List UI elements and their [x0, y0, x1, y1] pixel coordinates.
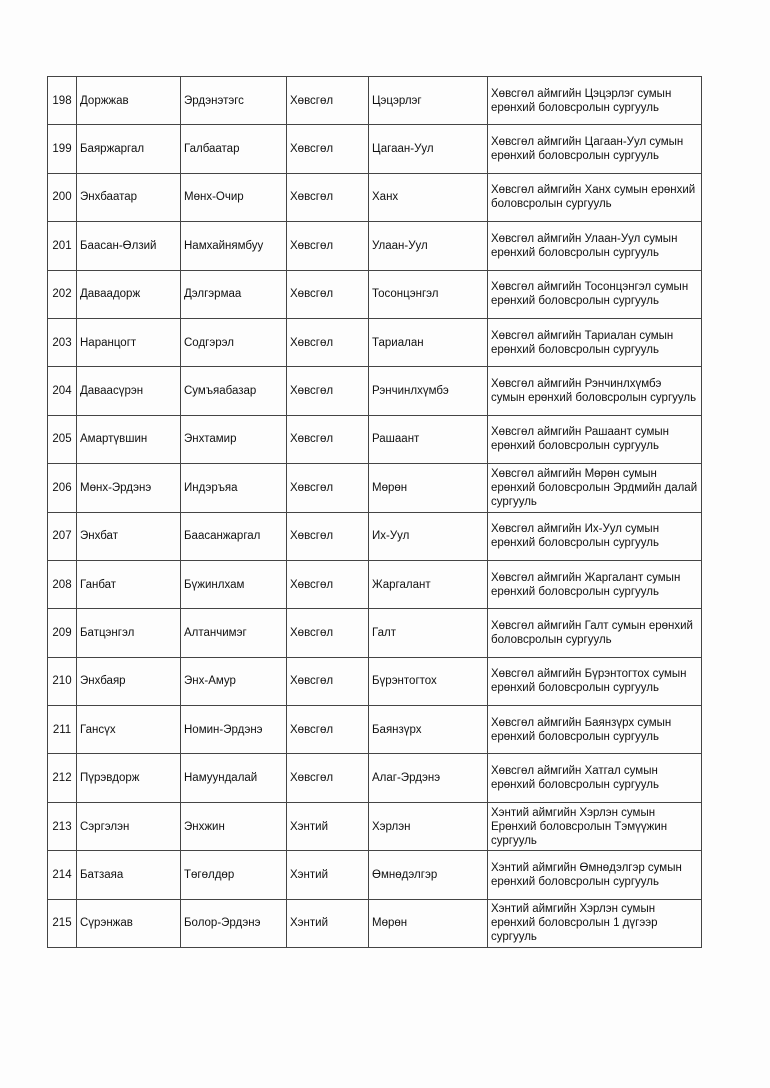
aimag-cell: Хөвсгөл [287, 125, 369, 173]
row-number-cell: 207 [48, 512, 77, 560]
school-cell: Хэнтий аймгийн Өмнөдэлгэр сумын ерөнхий боловсролын сургууль [488, 851, 702, 899]
school-cell: Хөвсгөл аймгийн Цагаан-Уул сумын ерөнхий боловсролын сургууль [488, 125, 702, 173]
parent-name-cell: Номин-Эрдэнэ [181, 706, 287, 754]
sum-cell: Рэнчинлхүмбэ [369, 367, 488, 415]
sum-cell: Баянзүрх [369, 706, 488, 754]
parent-name-cell: Содгэрэл [181, 318, 287, 366]
row-number-cell: 210 [48, 657, 77, 705]
sum-cell: Өмнөдэлгэр [369, 851, 488, 899]
row-number-cell: 206 [48, 464, 77, 512]
table-row [48, 367, 702, 415]
name-cell: Доржжав [77, 77, 181, 125]
parent-name-cell: Дэлгэрмаа [181, 270, 287, 318]
school-cell: Хэнтий аймгийн Хэрлэн сумын ерөнхий боловсролын 1 дүгээр сургууль [488, 899, 702, 947]
aimag-cell: Хөвсгөл [287, 270, 369, 318]
name-cell: Баяржаргал [77, 125, 181, 173]
aimag-cell: Хөвсгөл [287, 706, 369, 754]
roster-table [47, 76, 702, 948]
row-number-cell: 208 [48, 560, 77, 608]
table-row [48, 222, 702, 270]
table-row [48, 77, 702, 125]
table-row [48, 125, 702, 173]
parent-name-cell: Алтанчимэг [181, 609, 287, 657]
table-row [48, 415, 702, 463]
name-cell: Пүрэвдорж [77, 754, 181, 802]
name-cell: Сүрэнжав [77, 899, 181, 947]
sum-cell: Бүрэнтогтох [369, 657, 488, 705]
table-row [48, 270, 702, 318]
school-cell: Хөвсгөл аймгийн Рэнчинлхүмбэ сумын ерөнхий боловсролын сургууль [488, 367, 702, 415]
aimag-cell: Хөвсгөл [287, 512, 369, 560]
sum-cell: Хэрлэн [369, 802, 488, 850]
row-number-cell: 202 [48, 270, 77, 318]
row-number-cell: 215 [48, 899, 77, 947]
school-cell: Хөвсгөл аймгийн Тариалан сумын ерөнхий боловсролын сургууль [488, 318, 702, 366]
school-cell: Хөвсгөл аймгийн Хатгал сумын ерөнхий боловсролын сургууль [488, 754, 702, 802]
aimag-cell: Хөвсгөл [287, 318, 369, 366]
aimag-cell: Хөвсгөл [287, 173, 369, 221]
aimag-cell: Хөвсгөл [287, 754, 369, 802]
name-cell: Сэргэлэн [77, 802, 181, 850]
parent-name-cell: Намуундалай [181, 754, 287, 802]
parent-name-cell: Энхжин [181, 802, 287, 850]
school-cell: Хөвсгөл аймгийн Галт сумын ерөнхий боловсролын сургууль [488, 609, 702, 657]
school-cell: Хөвсгөл аймгийн Ханх сумын ерөнхий боловсролын сургууль [488, 173, 702, 221]
aimag-cell: Хөвсгөл [287, 609, 369, 657]
sum-cell: Тосонцэнгэл [369, 270, 488, 318]
parent-name-cell: Энхтамир [181, 415, 287, 463]
table-row [48, 173, 702, 221]
name-cell: Энхбаяр [77, 657, 181, 705]
sum-cell: Галт [369, 609, 488, 657]
row-number-cell: 198 [48, 77, 77, 125]
name-cell: Гансүх [77, 706, 181, 754]
row-number-cell: 209 [48, 609, 77, 657]
parent-name-cell: Мөнх-Очир [181, 173, 287, 221]
table-row [48, 560, 702, 608]
aimag-cell: Хөвсгөл [287, 77, 369, 125]
parent-name-cell: Сумъяабазар [181, 367, 287, 415]
table-row [48, 899, 702, 947]
sum-cell: Ханх [369, 173, 488, 221]
sum-cell: Рашаант [369, 415, 488, 463]
parent-name-cell: Энх-Амур [181, 657, 287, 705]
school-cell: Хөвсгөл аймгийн Баянзүрх сумын ерөнхий боловсролын сургууль [488, 706, 702, 754]
aimag-cell: Хэнтий [287, 802, 369, 850]
sum-cell: Жаргалант [369, 560, 488, 608]
parent-name-cell: Баасанжаргал [181, 512, 287, 560]
name-cell: Даваадорж [77, 270, 181, 318]
row-number-cell: 205 [48, 415, 77, 463]
school-cell: Хөвсгөл аймгийн Жаргалант сумын ерөнхий боловсролын сургууль [488, 560, 702, 608]
table-row [48, 851, 702, 899]
aimag-cell: Хэнтий [287, 899, 369, 947]
row-number-cell: 212 [48, 754, 77, 802]
row-number-cell: 201 [48, 222, 77, 270]
sum-cell: Мөрөн [369, 464, 488, 512]
name-cell: Батзаяа [77, 851, 181, 899]
aimag-cell: Хөвсгөл [287, 560, 369, 608]
sum-cell: Мөрөн [369, 899, 488, 947]
name-cell: Амартүвшин [77, 415, 181, 463]
sum-cell: Цэцэрлэг [369, 77, 488, 125]
sum-cell: Их-Уул [369, 512, 488, 560]
parent-name-cell: Болор-Эрдэнэ [181, 899, 287, 947]
school-cell: Хөвсгөл аймгийн Мөрөн сумын ерөнхий боловсролын Эрдмийн далай сургууль [488, 464, 702, 512]
sum-cell: Тариалан [369, 318, 488, 366]
school-cell: Хөвсгөл аймгийн Бүрэнтогтох сумын ерөнхий боловсролын сургууль [488, 657, 702, 705]
aimag-cell: Хөвсгөл [287, 415, 369, 463]
school-cell: Хэнтий аймгийн Хэрлэн сумын Ерөнхий боловсролын Тэмүүжин сургууль [488, 802, 702, 850]
row-number-cell: 204 [48, 367, 77, 415]
parent-name-cell: Бүжинлхам [181, 560, 287, 608]
name-cell: Ганбат [77, 560, 181, 608]
aimag-cell: Хөвсгөл [287, 464, 369, 512]
school-cell: Хөвсгөл аймгийн Улаан-Уул сумын ерөнхий боловсролын сургууль [488, 222, 702, 270]
sum-cell: Цагаан-Уул [369, 125, 488, 173]
name-cell: Наранцогт [77, 318, 181, 366]
name-cell: Мөнх-Эрдэнэ [77, 464, 181, 512]
row-number-cell: 211 [48, 706, 77, 754]
row-number-cell: 203 [48, 318, 77, 366]
school-cell: Хөвсгөл аймгийн Цэцэрлэг сумын ерөнхий боловсролын сургууль [488, 77, 702, 125]
parent-name-cell: Индэръяа [181, 464, 287, 512]
school-cell: Хөвсгөл аймгийн Тосонцэнгэл сумын ерөнхий боловсролын сургууль [488, 270, 702, 318]
row-number-cell: 199 [48, 125, 77, 173]
row-number-cell: 200 [48, 173, 77, 221]
aimag-cell: Хөвсгөл [287, 657, 369, 705]
table-row [48, 657, 702, 705]
sum-cell: Алаг-Эрдэнэ [369, 754, 488, 802]
table-row [48, 802, 702, 850]
sum-cell: Улаан-Уул [369, 222, 488, 270]
school-cell: Хөвсгөл аймгийн Их-Уул сумын ерөнхий боловсролын сургууль [488, 512, 702, 560]
school-cell: Хөвсгөл аймгийн Рашаант сумын ерөнхий боловсролын сургууль [488, 415, 702, 463]
roster-table-body [48, 77, 702, 948]
table-row [48, 318, 702, 366]
table-row [48, 754, 702, 802]
parent-name-cell: Галбаатар [181, 125, 287, 173]
aimag-cell: Хөвсгөл [287, 222, 369, 270]
name-cell: Энхбаатар [77, 173, 181, 221]
row-number-cell: 214 [48, 851, 77, 899]
name-cell: Энхбат [77, 512, 181, 560]
parent-name-cell: Намхайнямбуу [181, 222, 287, 270]
parent-name-cell: Эрдэнэтэгс [181, 77, 287, 125]
table-row [48, 609, 702, 657]
parent-name-cell: Төгөлдөр [181, 851, 287, 899]
row-number-cell: 213 [48, 802, 77, 850]
name-cell: Баасан-Өлзий [77, 222, 181, 270]
name-cell: Батцэнгэл [77, 609, 181, 657]
name-cell: Даваасүрэн [77, 367, 181, 415]
aimag-cell: Хөвсгөл [287, 367, 369, 415]
table-row [48, 512, 702, 560]
table-row [48, 464, 702, 512]
table-row [48, 706, 702, 754]
aimag-cell: Хэнтий [287, 851, 369, 899]
